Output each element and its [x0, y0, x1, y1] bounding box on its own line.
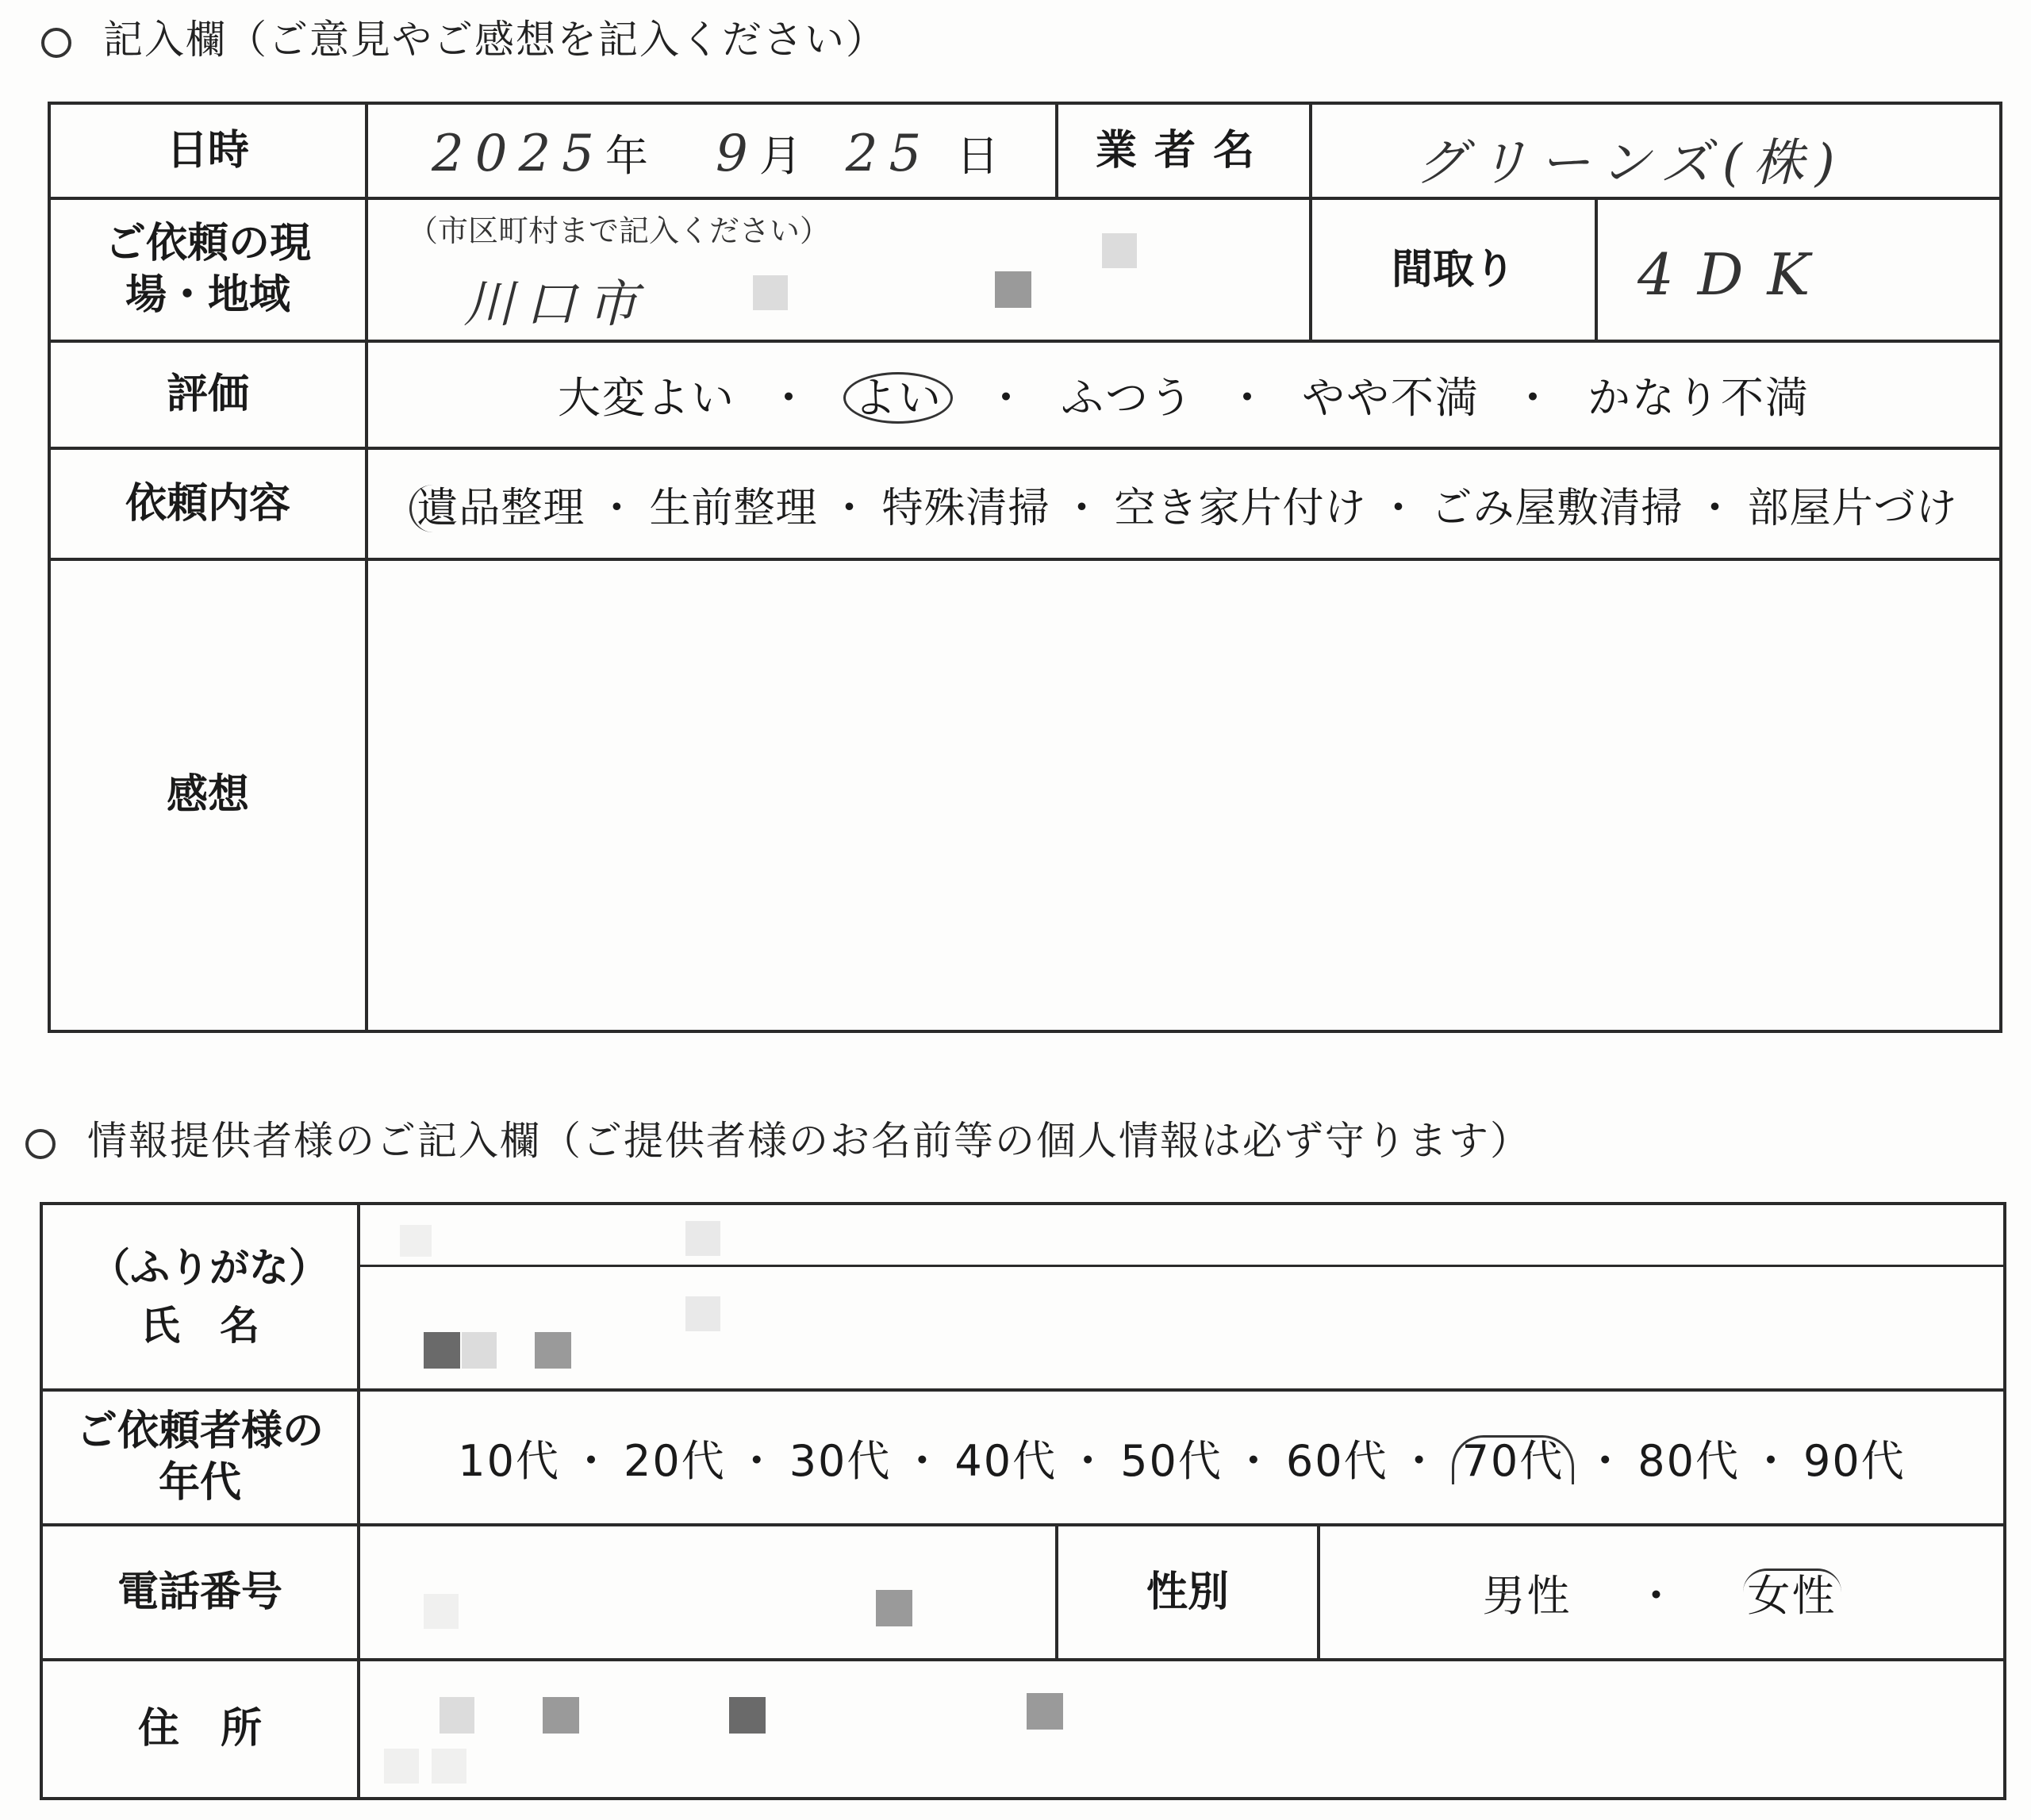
- date-day-unit: 日: [956, 131, 1000, 181]
- row-site: [49, 198, 2001, 341]
- age-option-selected[interactable]: 70代: [1452, 1435, 1575, 1484]
- impression-label: 感想: [49, 559, 367, 1031]
- redaction-block: [1027, 1693, 1063, 1730]
- phone-field[interactable]: [359, 1525, 1057, 1660]
- gender-option[interactable]: 男性: [1482, 1570, 1572, 1621]
- redaction-block: [543, 1697, 579, 1734]
- age-options[interactable]: 10代 ・ 20代 ・ 30代 ・ 40代 ・ 50代 ・ 60代 ・ 70代 ・ 80代 ・ 90代: [359, 1390, 2005, 1525]
- redaction-block: [432, 1749, 466, 1784]
- age-option[interactable]: 60代: [1285, 1435, 1388, 1486]
- redaction-block: [876, 1590, 912, 1626]
- redaction-block: [424, 1594, 459, 1629]
- row-address: [41, 1660, 2005, 1799]
- redaction-block: [995, 271, 1031, 308]
- layout-label: 間取り: [1311, 198, 1596, 341]
- site-label: ご依頼の現場・地域: [49, 198, 367, 341]
- name-label-cell: [41, 1204, 359, 1390]
- request-option[interactable]: 空き家片付け: [1114, 484, 1367, 532]
- date-field[interactable]: [367, 103, 1057, 198]
- request-label: 依頼内容: [49, 448, 367, 559]
- rating-option-selected[interactable]: よい: [843, 372, 953, 424]
- age-option[interactable]: 90代: [1803, 1435, 1906, 1486]
- date-year: 2025: [432, 125, 605, 183]
- furigana-underline: [360, 1265, 2003, 1267]
- request-option[interactable]: 生前整理: [649, 484, 818, 532]
- impression-field[interactable]: [367, 559, 2001, 1031]
- row-date: [49, 103, 2001, 198]
- vendor-label: 業者名: [1057, 103, 1311, 198]
- section-title-text: 情報提供者様のご記入欄（ご提供者様のお名前等の個人情報は必ず守ります）: [87, 1118, 1531, 1164]
- address-label: 住 所: [41, 1660, 359, 1799]
- age-option[interactable]: 40代: [954, 1435, 1058, 1486]
- redaction-block: [1102, 233, 1137, 268]
- redaction-block: [462, 1332, 497, 1369]
- row-name: [41, 1204, 2005, 1390]
- redaction-block: [685, 1221, 720, 1256]
- redaction-block: [400, 1225, 432, 1257]
- vendor-value: グリーンズ(株): [1415, 134, 1846, 193]
- request-option[interactable]: 部屋片づけ: [1747, 484, 1958, 532]
- site-note: （市区町村まで記入ください）: [408, 213, 831, 248]
- age-option[interactable]: 80代: [1637, 1435, 1741, 1486]
- redaction-block: [384, 1749, 419, 1784]
- row-request: [49, 448, 2001, 559]
- layout-field[interactable]: [1596, 198, 2001, 341]
- request-option[interactable]: ごみ屋敷清掃: [1430, 484, 1684, 532]
- date-label: 日時: [49, 103, 367, 198]
- rating-label: 評価: [49, 341, 367, 448]
- row-age: [41, 1390, 2005, 1525]
- age-option[interactable]: 10代: [458, 1435, 560, 1486]
- date-day: 25: [845, 125, 933, 183]
- age-label: ご依頼者様の年代: [41, 1390, 359, 1525]
- redaction-block: [753, 275, 788, 310]
- redaction-block: [685, 1296, 720, 1331]
- redaction-block: [424, 1332, 460, 1369]
- rating-option[interactable]: ふつう: [1061, 373, 1194, 423]
- date-month: 9: [715, 125, 759, 183]
- section-title-feedback: [41, 8, 887, 65]
- request-option[interactable]: 特殊清掃: [881, 484, 1050, 532]
- circle-bullet-icon: [25, 1129, 56, 1159]
- site-value: 川口市: [463, 275, 649, 334]
- rating-option[interactable]: やや不満: [1302, 373, 1480, 423]
- redaction-block: [535, 1332, 571, 1369]
- phone-label: 電話番号: [41, 1525, 359, 1660]
- age-option[interactable]: 20代: [623, 1435, 726, 1486]
- request-options[interactable]: 遺品整理 ・ 生前整理 ・ 特殊清掃 ・ 空き家片付け ・ ごみ屋敷清掃 ・ 部屋片づけ: [367, 448, 2001, 559]
- furigana-label: （ふりがな）: [90, 1245, 328, 1291]
- name-label: 氏 名: [140, 1302, 259, 1349]
- date-year-unit: 年: [605, 131, 648, 181]
- rating-option[interactable]: かなり不満: [1588, 373, 1810, 423]
- age-option[interactable]: 30代: [789, 1435, 892, 1486]
- row-rating: [49, 341, 2001, 448]
- gender-label: 性別: [1057, 1525, 1319, 1660]
- site-field[interactable]: [367, 198, 1311, 341]
- feedback-form-table: [48, 102, 2002, 1033]
- circle-bullet-icon: [41, 28, 71, 58]
- gender-options[interactable]: 男性 ・ 女性: [1319, 1525, 2005, 1660]
- row-impression: [49, 559, 2001, 1031]
- request-option-selected[interactable]: 遺品整理: [409, 485, 585, 532]
- provider-form-table: [40, 1202, 2006, 1800]
- section-title-text: 記入欄（ご意見やご感想を記入ください）: [103, 17, 887, 63]
- redaction-block: [440, 1697, 474, 1734]
- row-phone: [41, 1525, 2005, 1660]
- vendor-field[interactable]: [1311, 103, 2001, 198]
- layout-value: 4DK: [1637, 241, 1834, 308]
- date-month-unit: 月: [758, 131, 802, 181]
- address-field[interactable]: [359, 1660, 2005, 1799]
- rating-option[interactable]: 大変よい: [558, 373, 735, 423]
- name-field[interactable]: [359, 1204, 2005, 1390]
- redaction-block: [729, 1697, 766, 1734]
- age-option[interactable]: 50代: [1120, 1435, 1223, 1486]
- gender-option-selected[interactable]: 女性: [1743, 1569, 1841, 1621]
- rating-options[interactable]: 大変よい ・ よい ・ ふつう ・ やや不満 ・ かなり不満: [367, 341, 2001, 448]
- section-title-provider: [25, 1109, 1531, 1166]
